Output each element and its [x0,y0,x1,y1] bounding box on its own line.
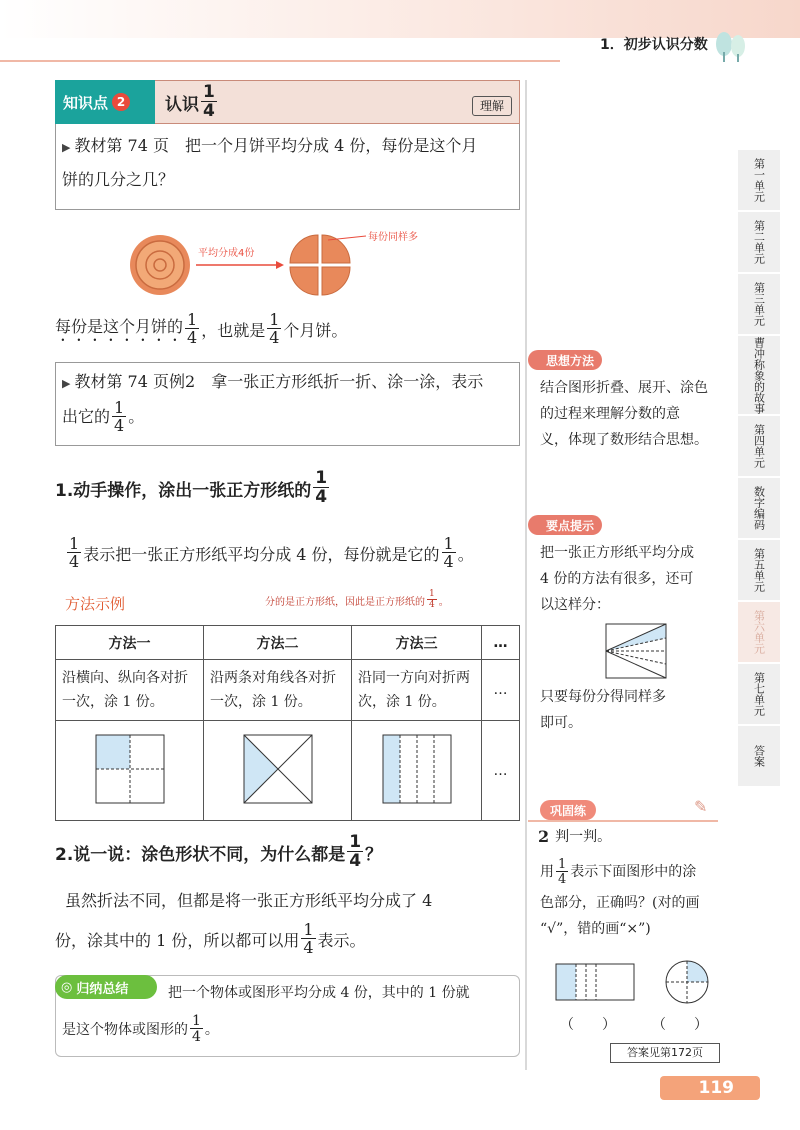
methods-table [55,625,520,821]
fraction: $\frac{1}{4}$ [429,589,435,610]
tab-unit-3[interactable]: 第三单元 [738,274,780,336]
practice-line1: 用 $\frac{1}{4}$ 表示下面图形中的涂 [540,857,697,887]
practice-heading: 2 判一判。 [538,827,612,846]
tip-tag: 要点提示 [528,515,602,535]
table-header: 方法三 [352,626,482,660]
method-text: 结合图形折叠、展开、涂色 的过程来理解分数的意 义，体现了数形结合思想。 [540,380,708,448]
fraction: $\frac{1}{4}$ [203,82,215,121]
summary-line2: 是这个物体或图形的 $\frac{1}{4}$ 。 [62,1013,219,1045]
table-row [56,721,520,821]
tip-text: 把一张正方形纸平均分成 4 份的方法有很多，还可 以这样分： [540,545,694,613]
rectangle-strips-icon [555,963,635,1001]
practice-line2: 色部分，正确吗？(对的画 [540,895,700,911]
knowledge-tag-label: 知识点 [63,93,109,112]
fraction: $\frac{1}{4}$ [315,468,328,507]
tip-text2: 只要每份分得同样多 即可。 [540,689,666,731]
triangle-bullet-icon: ▶ [62,141,71,154]
circle-quarter-icon [665,960,709,1004]
triangle-bullet-icon: ▶ [62,377,71,390]
column-divider [525,80,527,1070]
tab-unit-6[interactable]: 第六单元 [738,602,780,664]
tab-unit-5[interactable]: 第五单元 [738,540,780,602]
section2-line1: 虽然折法不同，但都是将一张正方形纸平均分成了 4 [65,891,433,910]
knowledge-title [165,80,219,124]
top-band [0,0,800,38]
table-cell: 沿同一方向对折两次，涂 1 份。 [352,660,482,721]
answer-paren-2[interactable]: （ ） [652,1017,708,1033]
target-icon: ◎ [61,979,73,995]
square-quarter-icon [95,734,165,804]
mooncake-whole-icon [130,235,190,295]
section2-title: 2.说一说：涂色形状不同，为什么都是 $\frac{1}{4}$ ？ [55,832,383,871]
understand-badge: 理解 [472,96,512,116]
tab-unit-2[interactable]: 第二单元 [738,212,780,274]
page-number: 119 [660,1076,760,1100]
example1-source: 教材第 74 页 [74,136,170,155]
section2-line2: 份，涂其中的 1 份，所以都可以用 $\frac{1}{4}$ 表示。 [55,920,366,957]
table-cell: … [482,721,520,821]
table-cell [204,721,352,821]
table-cell: 沿两条对角线各对折一次，涂 1 份。 [204,660,352,721]
answer1-line: 每份是这个月饼的 $\frac{1}{4}$ ，也就是 $\frac{1}{4}$ 个月饼。 [55,310,348,347]
mooncake-arrow-label: 平均分成4份 [198,248,255,259]
answer-paren-1[interactable]: （ ） [560,1017,616,1033]
knowledge-tag [55,80,155,124]
method-tag: 思想方法 [528,350,602,370]
fraction: $\frac{1}{4}$ [69,534,80,571]
fraction: $\frac{1}{4}$ [114,398,125,435]
table-header: 方法二 [204,626,352,660]
section1-explain: $\frac{1}{4}$ 表示把一张正方形纸平均分成 4 份，每份就是它的 $\frac{1}{4}$ 。 [69,534,474,571]
tab-digit-code[interactable]: 数字编码 [738,478,780,540]
example2-text: ▶ 教材第 74 页例2 拿一张正方形纸折一折、涂一涂，表示 出它的 $\frac{1}{4}$ 。 [62,372,484,435]
section1-title: 1.动手操作，涂出一张正方形纸的 $\frac{1}{4}$ [55,468,328,507]
table-header: … [482,626,520,660]
mooncake-note: 每份同样多 [368,232,418,243]
table-cell: 沿横向、纵向各对折一次，涂 1 份。 [56,660,204,721]
table-header-row [56,626,520,660]
example1-text: ▶ 教材第 74 页 把一个月饼平均分成 4 份，每份是这个月 饼的几分之几？ [62,136,478,189]
tab-unit-4[interactable]: 第四单元 [738,416,780,478]
method-note: 分的是正方形纸，因此是正方形纸的 $\frac{1}{4}$ 。 [265,589,449,610]
example2-source: 教材第 74 页例2 [74,372,196,391]
summary-tag: ◎ 归纳总结 [55,975,157,999]
header-rule [0,60,560,62]
tab-unit-1[interactable]: 第一单元 [738,150,780,212]
knowledge-number: 2 [112,93,130,111]
square-diagonal-icon [243,734,313,804]
fraction: $\frac{1}{4}$ [269,310,280,347]
fraction: $\frac{1}{4}$ [443,534,454,571]
chapter-title: 1．初步认识分数 [600,37,708,53]
practice-line3: “√”，错的画“×”) [540,921,651,937]
fraction: $\frac{1}{4}$ [349,832,362,871]
pencil-icon: ✎ [694,797,708,816]
table-cell [352,721,482,821]
unit-tabs [738,150,780,788]
table-cell [56,721,204,821]
tab-answers[interactable]: 答案 [738,726,780,788]
table-row [56,660,520,721]
square-fan-icon [605,623,667,679]
method-example-title: 方法示例 [65,595,126,613]
tab-unit-7[interactable]: 第七单元 [738,664,780,726]
answer-reference: 答案见第172页 [610,1043,720,1063]
practice-rule [528,820,718,822]
fraction: $\frac{1}{4}$ [558,857,567,887]
fraction: $\frac{1}{4}$ [303,920,314,957]
square-strips-icon [382,734,452,804]
mooncake-divided-icon [290,235,350,295]
practice-tag: 巩固练 [540,800,596,820]
tab-story[interactable]: 曹冲称象的故事 [738,336,780,416]
fraction: $\frac{1}{4}$ [187,310,198,347]
table-header: 方法一 [56,626,204,660]
table-cell: … [482,660,520,721]
fraction: $\frac{1}{4}$ [192,1013,201,1045]
summary-line1: 把一个物体或图形平均分成 4 份，其中的 1 份就 [168,985,470,1001]
tree-icon [712,30,752,62]
knowledge-title-prefix: 认识 [165,94,199,115]
